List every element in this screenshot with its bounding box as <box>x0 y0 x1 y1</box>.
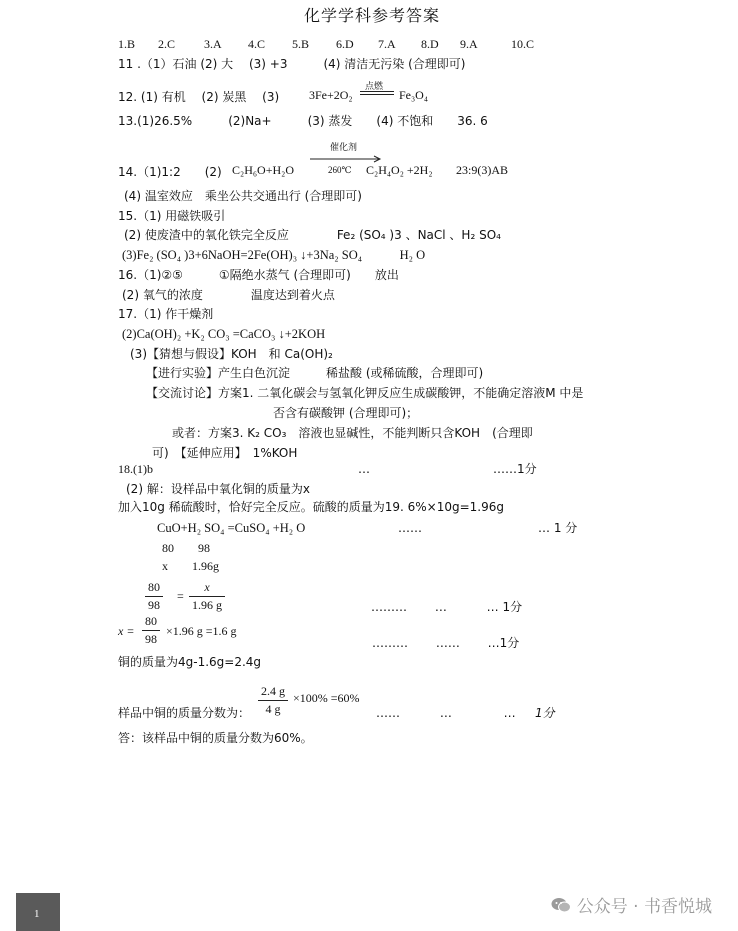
q17-6-line: 否含有碳酸钾 (合理即可)； <box>273 406 419 420</box>
page-title: 化学学科参考答案 <box>304 6 441 25</box>
mc-answer: 9.A <box>460 37 478 51</box>
page-number: 1 <box>34 908 40 920</box>
q12-condition: 点燃 <box>365 82 384 92</box>
q17-3-line: (3)【猜想与假设】KOH 和 Ca(OH)₂ <box>130 347 333 361</box>
mc-answer: 2.C <box>158 37 176 51</box>
fraction-denominator: 98 <box>145 632 157 646</box>
page-number-badge <box>16 893 60 931</box>
q14-catalyst: 催化剂 <box>330 143 358 153</box>
q18-3-line: 加入10g 稀硫酸时，恰好完全反应。硫酸的质量为19. 6%×10g=1.96g <box>118 500 504 514</box>
final-label: 样品中铜的质量分数为： <box>118 706 251 720</box>
fraction-numerator: 2.4 g <box>258 684 288 701</box>
x-label: x = <box>118 624 135 638</box>
solve-dots: ……… …… …1分 <box>372 636 520 650</box>
q15-3-line: (3)Fe₂ (SO₄ )3+6NaOH=2Fe(OH)₃ ↓+3Na₂ SO₄ H₂ O <box>122 248 426 262</box>
q18-1-score: ……1分 <box>493 462 537 476</box>
q12-prefix: 12. (1) 有机 (2) 炭黑 (3) <box>118 90 280 104</box>
final-rest: ×100% =60% <box>293 691 360 705</box>
q14-reactants: C₂H₆O+H₂O <box>232 163 294 177</box>
q17-4-line: 【进行实验】产生白色沉淀 稀盐酸 (或稀硫酸，合理即可) <box>146 366 484 380</box>
q17-2-line: (2)Ca(OH)₂ +K₂ CO₃ =CaCO₃ ↓+2KOH <box>122 327 326 341</box>
answer-line: 答：该样品中铜的质量分数为60%。 <box>118 731 313 745</box>
equals-sign: = <box>177 589 184 603</box>
q15-title: 15.（1) 用磁铁吸引 <box>118 209 226 223</box>
q13-line: 13.(1)26.5% (2)Na+ (3) 蒸发 (4) 不饱和 36. 6 <box>118 114 488 128</box>
q14-line <box>118 138 538 180</box>
fraction-denominator: 98 <box>148 598 160 612</box>
q18-equation-score: … 1 分 <box>538 521 578 535</box>
q12-reactants: 3Fe+2O₂ <box>309 88 353 102</box>
mc-answer: 8.D <box>421 37 439 51</box>
q16-2-line: (2) 氧气的浓度 温度达到着火点 <box>122 288 335 302</box>
fraction-numerator: x <box>189 580 225 597</box>
q18-1-line: 18.(1)b <box>118 462 153 476</box>
q18-molar-masses: 80 98 <box>162 541 211 555</box>
q18-values: x 1.96g <box>162 559 220 573</box>
mc-answer: 3.A <box>204 37 222 51</box>
q14-products: C₂H₄O₂ +2H₂ <box>366 163 433 177</box>
q18-equation-dots: …… <box>398 521 422 535</box>
q18-2-line: (2) 解：设样品中氧化铜的质量为x <box>126 482 310 496</box>
final-dots: …… … … <box>376 706 516 720</box>
q15-2-line: (2) 使废渣中的氧化铁完全反应 Fe₂ (SO₄ )3 、NaCl 、H₂ SO₄ <box>124 228 501 242</box>
wechat-icon <box>551 897 571 913</box>
watermark-text: 公众号 · 书香悦城 <box>576 897 712 917</box>
q18-1-dots: … <box>358 462 370 476</box>
q16-1-line: 16.（1)②⑤ ①隔绝水蒸气 (合理即可) 放出 <box>118 268 399 282</box>
q17-5-line: 【交流讨论】方案1. 二氧化碳会与氢氧化钾反应生成碳酸钾，不能确定溶液M 中是 <box>146 386 584 400</box>
mc-answer: 4.C <box>248 37 266 51</box>
q14-temperature: 260℃ <box>328 165 352 175</box>
watermark <box>551 892 712 917</box>
solve-x-equation <box>118 612 558 652</box>
solve-rest: ×1.96 g =1.6 g <box>166 624 237 638</box>
fraction-numerator: 80 <box>142 614 160 631</box>
fraction <box>142 614 160 647</box>
reaction-arrow <box>310 155 384 163</box>
q12-line <box>118 82 518 108</box>
q18-equation: CuO+H₂ SO₄ =CuSO₄ +H₂ O <box>157 521 306 535</box>
final-fraction-line <box>118 684 578 720</box>
fraction-denominator: 4 g <box>265 702 281 716</box>
final-score: 1分 <box>535 706 555 720</box>
mc-answer: 6.D <box>336 37 354 51</box>
q11-line: 11 .（1）石油 (2) 大 (3) +3 (4) 清洁无污染 (合理即可) <box>118 57 466 71</box>
q12-equals-sign <box>360 91 394 95</box>
fraction-denominator: 1.96 g <box>192 598 222 612</box>
mc-answer: 7.A <box>378 37 396 51</box>
fraction-numerator: 80 <box>145 580 163 597</box>
fraction <box>189 580 225 613</box>
proportion-dots: ……… … … 1分 <box>371 600 523 614</box>
q14-suffix: 23:9(3)AB <box>456 163 508 177</box>
q12-products: Fe₃O₄ <box>399 88 429 102</box>
fraction <box>145 580 163 613</box>
mc-answer: 10.C <box>511 37 535 51</box>
q17-7-line: 或者：方案3. K₂ CO₃ 溶液也显碱性，不能判断只含KOH (合理即 <box>172 426 533 440</box>
copper-mass-line: 铜的质量为4g-1.6g=2.4g <box>118 655 262 669</box>
q14-prefix: 14.（1)1:2 (2) <box>118 165 222 179</box>
mc-answer: 1.B <box>118 37 136 51</box>
mc-answer: 5.B <box>292 37 310 51</box>
q17-8-line: 可) 【延伸应用】 1%KOH <box>152 446 298 460</box>
fraction <box>258 684 288 717</box>
q14-4-line: (4) 温室效应 乘坐公共交通出行 (合理即可) <box>124 189 362 203</box>
q17-1-line: 17.（1) 作干燥剂 <box>118 307 214 321</box>
